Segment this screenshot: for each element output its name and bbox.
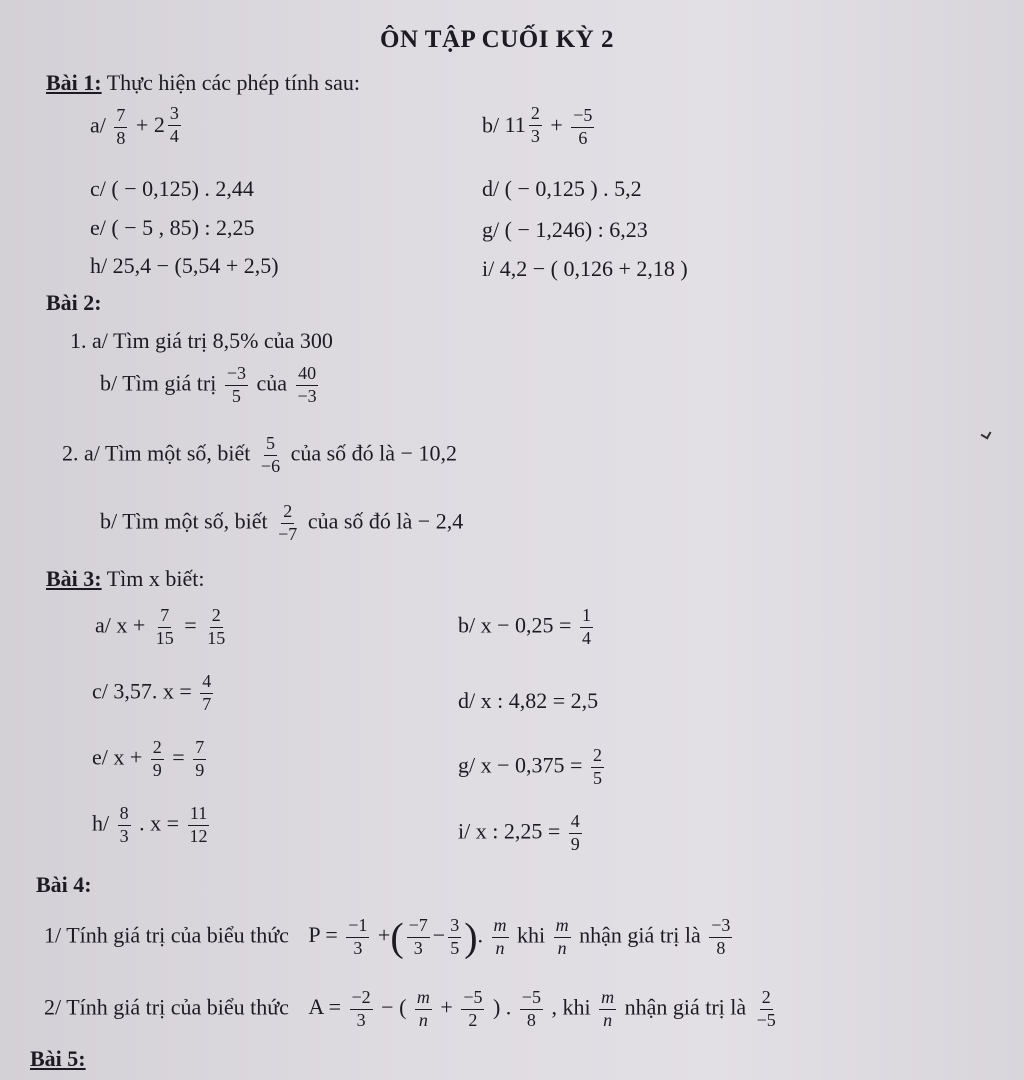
mixed-number: [505, 104, 545, 147]
numerator: 7: [158, 606, 171, 628]
numerator: 7: [193, 738, 206, 760]
bai1-e: e/ ( − 5 , 85) : 2,25: [90, 215, 255, 240]
denominator: 8: [116, 127, 126, 148]
text: g/ x − 0,375 =: [458, 752, 583, 778]
fraction: [461, 988, 484, 1031]
numerator: −1: [346, 916, 369, 938]
denominator: 3: [356, 1009, 366, 1030]
var-n: n: [418, 1009, 428, 1030]
operator: ) .: [492, 994, 512, 1020]
denominator: −3: [297, 385, 317, 406]
operator: =: [184, 612, 197, 638]
fraction: [709, 916, 732, 959]
var-m: m: [416, 987, 430, 1007]
bai3-heading: [46, 566, 205, 592]
fraction: [599, 988, 616, 1031]
bai3-c: [92, 672, 216, 715]
fraction: [296, 364, 319, 407]
bai3-desc: Tìm x biết:: [106, 566, 205, 591]
bai3-e: [92, 738, 209, 781]
bai1-h: h/ 25,4 − (5,54 + 2,5): [90, 253, 279, 278]
page-title: ÔN TẬP CUỐI KỲ 2: [380, 26, 614, 53]
numerator: 2: [760, 988, 773, 1010]
text: b/ Tìm một số, biết: [100, 508, 268, 534]
denominator: 3: [530, 125, 540, 146]
denominator: 6: [578, 127, 588, 148]
text: , khi: [551, 994, 591, 1020]
denominator: 9: [152, 759, 162, 780]
bai4-q2: [44, 988, 781, 1031]
bai2-p1a: 1. a/ Tìm giá trị 8,5% của 300: [70, 328, 333, 353]
numerator: 7: [114, 106, 127, 128]
fraction: [569, 812, 582, 855]
fraction: [448, 916, 461, 959]
whole: 2: [153, 112, 165, 138]
operator: +: [440, 994, 453, 1020]
bai3-b: [458, 606, 596, 649]
fraction: [492, 916, 509, 959]
bai1-label: Bài 1:: [46, 70, 102, 95]
whole: 11: [504, 112, 526, 138]
operator: −: [432, 922, 446, 948]
bai1-c: c/ ( − 0,125) . 2,44: [90, 176, 254, 201]
mixed-number: [154, 104, 184, 147]
operator: =: [172, 744, 185, 770]
fraction: [114, 106, 127, 149]
var-n: n: [603, 1009, 613, 1030]
bai4-label: Bài 4:: [36, 872, 92, 897]
bai1-g: g/ ( − 1,246) : 6,23: [482, 217, 648, 242]
numerator: 8: [118, 804, 131, 826]
text: b/ x − 0,25 =: [458, 612, 572, 638]
bai2-label: Bài 2:: [46, 290, 102, 315]
bai2-p1b: [100, 364, 322, 407]
text: 2/ Tính giá trị của biểu thức: [44, 994, 289, 1020]
bai2-p2a: [62, 434, 457, 477]
bai3-g: [458, 746, 607, 789]
fraction: [520, 988, 543, 1031]
fraction: [259, 434, 282, 477]
denominator: 8: [526, 1009, 536, 1030]
denominator: −7: [278, 523, 298, 544]
open-paren: (: [390, 914, 404, 960]
numerator: 2: [281, 502, 294, 524]
denominator: 12: [189, 825, 208, 846]
numerator: 3: [448, 916, 461, 938]
operator: − (: [381, 994, 407, 1020]
operator: .: [477, 922, 484, 948]
var-m: m: [601, 987, 615, 1007]
numerator: 5: [264, 434, 277, 456]
bai3-label: Bài 3:: [46, 566, 102, 591]
numerator: −3: [225, 364, 248, 386]
text: i/ x : 2,25 =: [458, 818, 561, 844]
text: nhận giá trị là: [579, 922, 701, 948]
bai3-h: [92, 804, 213, 847]
numerator: 11: [188, 804, 209, 826]
operator: +: [135, 112, 149, 138]
bai1-a: [90, 104, 184, 149]
bai4-q1: [44, 916, 735, 959]
denominator: 3: [353, 937, 363, 958]
denominator: 9: [195, 759, 205, 780]
fraction: [118, 804, 131, 847]
numerator: 2: [591, 746, 604, 768]
bai1-desc: Thực hiện các phép tính sau:: [106, 70, 360, 95]
numerator: −5: [571, 106, 594, 128]
denominator: −5: [756, 1009, 776, 1030]
operator: +: [550, 112, 563, 138]
denominator: 3: [413, 937, 423, 958]
denominator: −6: [260, 455, 281, 476]
text: của số đó là − 2,4: [307, 508, 464, 534]
numerator: 40: [296, 364, 318, 386]
denominator: 5: [231, 385, 241, 406]
fraction: [571, 106, 594, 149]
denominator: 5: [450, 937, 460, 958]
denominator: 4: [169, 125, 179, 146]
fraction: [580, 606, 593, 649]
numerator: −3: [709, 916, 732, 938]
numerator: 2: [210, 606, 223, 628]
bai1-i: i/ 4,2 − ( 0,126 + 2,18 ): [482, 256, 688, 281]
denominator: 3: [119, 825, 129, 846]
numerator: −5: [520, 988, 543, 1010]
var-m: m: [555, 915, 569, 935]
text: h/: [92, 810, 110, 836]
text: nhận giá trị là: [624, 994, 747, 1020]
bai3-i: [458, 812, 585, 855]
fraction: [755, 988, 778, 1031]
text: 2. a/ Tìm một số, biết: [62, 440, 251, 466]
operator: +: [377, 922, 391, 948]
text: 1/ Tính giá trị của biểu thức: [44, 922, 289, 948]
fraction: [415, 988, 432, 1031]
denominator: 15: [207, 627, 226, 648]
numerator: 4: [200, 672, 213, 694]
text: P =: [308, 922, 338, 948]
denominator: 4: [581, 627, 591, 648]
pen-mark-icon: [981, 429, 992, 440]
numerator: 1: [580, 606, 593, 628]
bai5-label-text: Bài 5:: [30, 1046, 86, 1071]
numerator: −5: [461, 988, 484, 1010]
numerator: 4: [569, 812, 582, 834]
text: e/ x +: [92, 744, 143, 770]
text: khi: [517, 922, 546, 948]
fraction: [407, 916, 430, 959]
fraction: [188, 804, 210, 847]
fraction: [591, 746, 604, 789]
text: . x =: [139, 810, 180, 836]
fraction: [151, 738, 164, 781]
fraction: [554, 916, 571, 959]
fraction: [205, 606, 227, 649]
numerator: −2: [350, 988, 373, 1010]
fraction: [276, 502, 299, 545]
numerator: 3: [168, 104, 181, 126]
bai1-d: d/ ( − 0,125 ) . 5,2: [482, 176, 642, 201]
text: c/ 3,57. x =: [92, 678, 192, 704]
fraction: [346, 916, 369, 959]
bai3-d: d/ x : 4,82 = 2,5: [458, 688, 599, 713]
close-paren: ): [464, 914, 478, 960]
denominator: 7: [202, 693, 212, 714]
text: của: [256, 370, 287, 396]
numerator: 2: [529, 104, 542, 126]
fraction: [350, 988, 373, 1031]
text: b/ Tìm giá trị: [100, 370, 217, 396]
text: A =: [308, 994, 341, 1020]
denominator: 9: [570, 833, 580, 854]
var-n: n: [495, 937, 505, 958]
denominator: 2: [468, 1009, 478, 1030]
label: b/: [482, 112, 500, 138]
var-n: n: [557, 937, 567, 958]
text: a/ x +: [95, 612, 146, 638]
bai3-a: [95, 606, 230, 649]
bai5-label: [30, 1046, 86, 1072]
denominator: 5: [592, 767, 602, 788]
fraction: [225, 364, 248, 407]
bai1-b: [482, 104, 597, 149]
denominator: 8: [716, 937, 726, 958]
bai2-p2b: [100, 502, 463, 545]
text: của số đó là − 10,2: [290, 440, 457, 466]
denominator: 15: [155, 627, 174, 648]
fraction: [200, 672, 213, 715]
numerator: −7: [407, 916, 430, 938]
numerator: 2: [151, 738, 164, 760]
label: a/: [90, 112, 106, 138]
bai1-heading: [46, 70, 360, 96]
var-m: m: [493, 915, 507, 935]
fraction: [154, 606, 176, 649]
fraction: [193, 738, 206, 781]
